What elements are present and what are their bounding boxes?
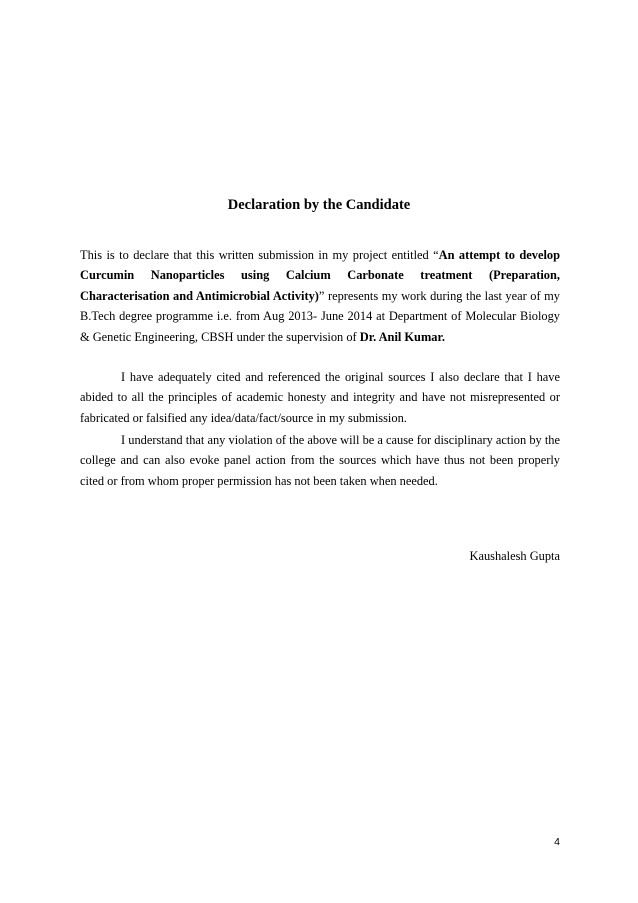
candidate-signature-name: Kaushalesh Gupta [469,549,560,563]
declaration-paragraph-3: I understand that any violation of the above will be a cause for disciplinary action by the college and can also evoke panel action from the sources which have thus not been properly cited or from whom proper permission has not been taken when needed. [80,433,560,488]
paragraph-1-middle: ” represents my work during the last year of my B.Tech degree programme i.e. from Aug 2013- June 2014 at Department of Molecular Biology & Genetic Engineering, CBSH under the supervision of [80,288,560,344]
declaration-paragraph-2: I have adequately cited and referenced the original sources I also declare that I have abided to all the principles of academic honesty and integrity and have not misrepresented or fabricated or falsified any idea/data/fact/source in my submission. [80,370,560,425]
page-title: Declaration by the Candidate [227,197,411,213]
page-number: 4 [554,836,560,848]
paragraph-1-intro: This is to declare that this written submission in my project entitled “ [80,248,439,262]
project-title: An attempt to develop Curcumin Nanoparticles using Calcium Carbonate treatment (Preparation, Characterisation and Antimicrobial Activity) [80,248,561,303]
supervisor-name: Dr. Anil Kumar. [359,329,445,344]
declaration-paragraph-1 [80,245,560,347]
